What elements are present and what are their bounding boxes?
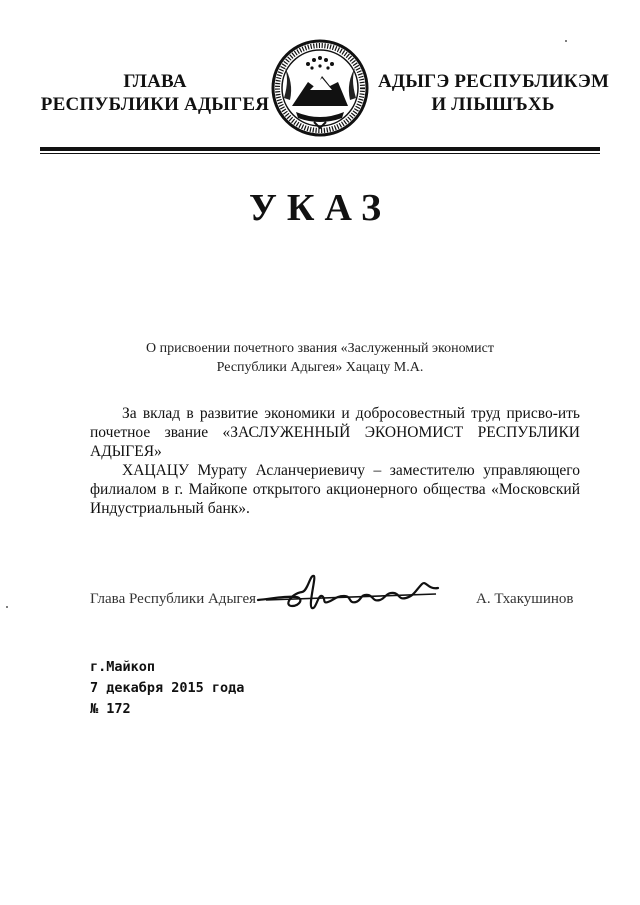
document-title: УКАЗ [249, 187, 391, 229]
header-divider-thick [40, 147, 600, 151]
header-right-line1: АДЫГЭ РЕСПУБЛИКЭМ [378, 71, 610, 92]
subject-line2: Республики Адыгея» Хацацу М.А. [216, 360, 424, 375]
body-paragraph-2: ХАЦАЦУ Мурату Асланчериевичу – заместителю управляющего филиалом в г. Майкопе открытого акционерного общества «Московский Индустриальный банк». [90, 462, 580, 517]
signatory-position: Глава Республики Адыгея [90, 591, 257, 607]
handwritten-signature-icon [256, 570, 446, 614]
header-divider-thin [40, 153, 600, 154]
header-right-line2: И ЛІЫШЪХЬ [431, 94, 555, 115]
header-left-line2: РЕСПУБЛИКИ АДЫГЕЯ [40, 94, 270, 115]
header-left-line1: ГЛАВА [123, 71, 187, 92]
document-number: № 172 [90, 701, 131, 717]
scan-speck [565, 40, 567, 42]
city: г.Майкоп [90, 659, 156, 675]
header-right [378, 70, 608, 116]
signatory-name: А. Тхакушинов [476, 591, 574, 607]
subject-line1: О присвоении почетного звания «Заслуженный экономист [145, 341, 494, 356]
body-paragraph-1: За вклад в развитие экономики и добросовестный труд присво-ить почетное звание «ЗАСЛУЖЕННЫЙ ЭКОНОМИСТ РЕСПУБЛИКИ АДЫГЕЯ» [90, 405, 580, 460]
header-left [40, 70, 270, 116]
date: 7 декабря 2015 года [90, 680, 245, 696]
document-body [90, 404, 580, 518]
scan-speck [6, 606, 8, 608]
document-subject [120, 339, 520, 377]
coat-of-arms-icon [270, 38, 370, 138]
document-meta [90, 657, 244, 720]
